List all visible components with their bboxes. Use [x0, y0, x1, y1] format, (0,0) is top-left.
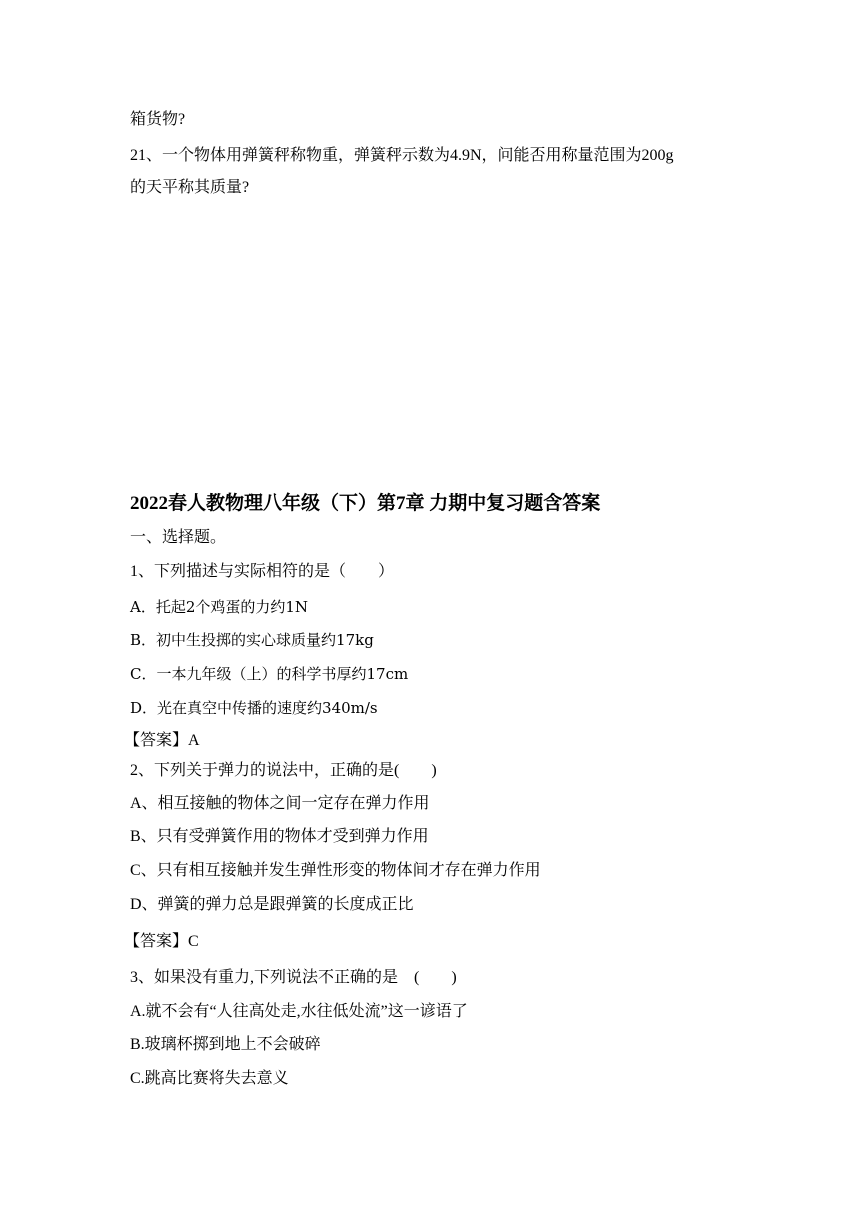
- question-2-answer: 【答案】C: [124, 933, 199, 950]
- question-1-stem: 1、下列描述与实际相符的是（ ）: [130, 563, 395, 580]
- question-2-stem: 2、下列关于弹力的说法中，正确的是( ): [130, 762, 437, 779]
- section-heading: 一、选择题。: [130, 529, 227, 546]
- question-1-option-d: D．光在真空中传播的速度约340m/s: [130, 699, 378, 717]
- question-2-option-b: B、只有受弹簧作用的物体才受到弹力作用: [130, 828, 429, 845]
- document-title: 2022春人教物理八年级（下）第7章 力期中复习题含答案: [130, 493, 601, 514]
- question-3-option-c: C.跳高比赛将失去意义: [130, 1070, 289, 1087]
- q20-tail-text: 箱货物?: [130, 111, 186, 128]
- question-3-option-b: B.玻璃杯掷到地上不会破碎: [130, 1036, 321, 1053]
- question-2-option-d: D、弹簧的弹力总是跟弹簧的长度成正比: [130, 896, 414, 913]
- question-1-answer: 【答案】A: [124, 732, 200, 749]
- question-2-option-c: C、只有相互接触并发生弹性形变的物体间才存在弹力作用: [130, 862, 541, 879]
- q21-line-1: 21、一个物体用弹簧秤称物重，弹簧秤示数为4.9N，问能否用称量范围为200g: [130, 147, 674, 164]
- question-2-option-a: A、相互接触的物体之间一定存在弹力作用: [130, 795, 430, 812]
- q21-line-2: 的天平称其质量?: [130, 179, 250, 196]
- question-1-option-b: B．初中生投掷的实心球质量约17kg: [130, 631, 374, 649]
- question-1-option-a: A．托起2个鸡蛋的力约1N: [130, 598, 309, 616]
- question-3-option-a: A.就不会有“人往高处走,水往低处流”这一谚语了: [130, 1003, 468, 1020]
- question-3-stem: 3、如果没有重力,下列说法不正确的是 ( ): [130, 969, 457, 986]
- question-1-option-c: C．一本九年级（上）的科学书厚约17cm: [130, 665, 409, 683]
